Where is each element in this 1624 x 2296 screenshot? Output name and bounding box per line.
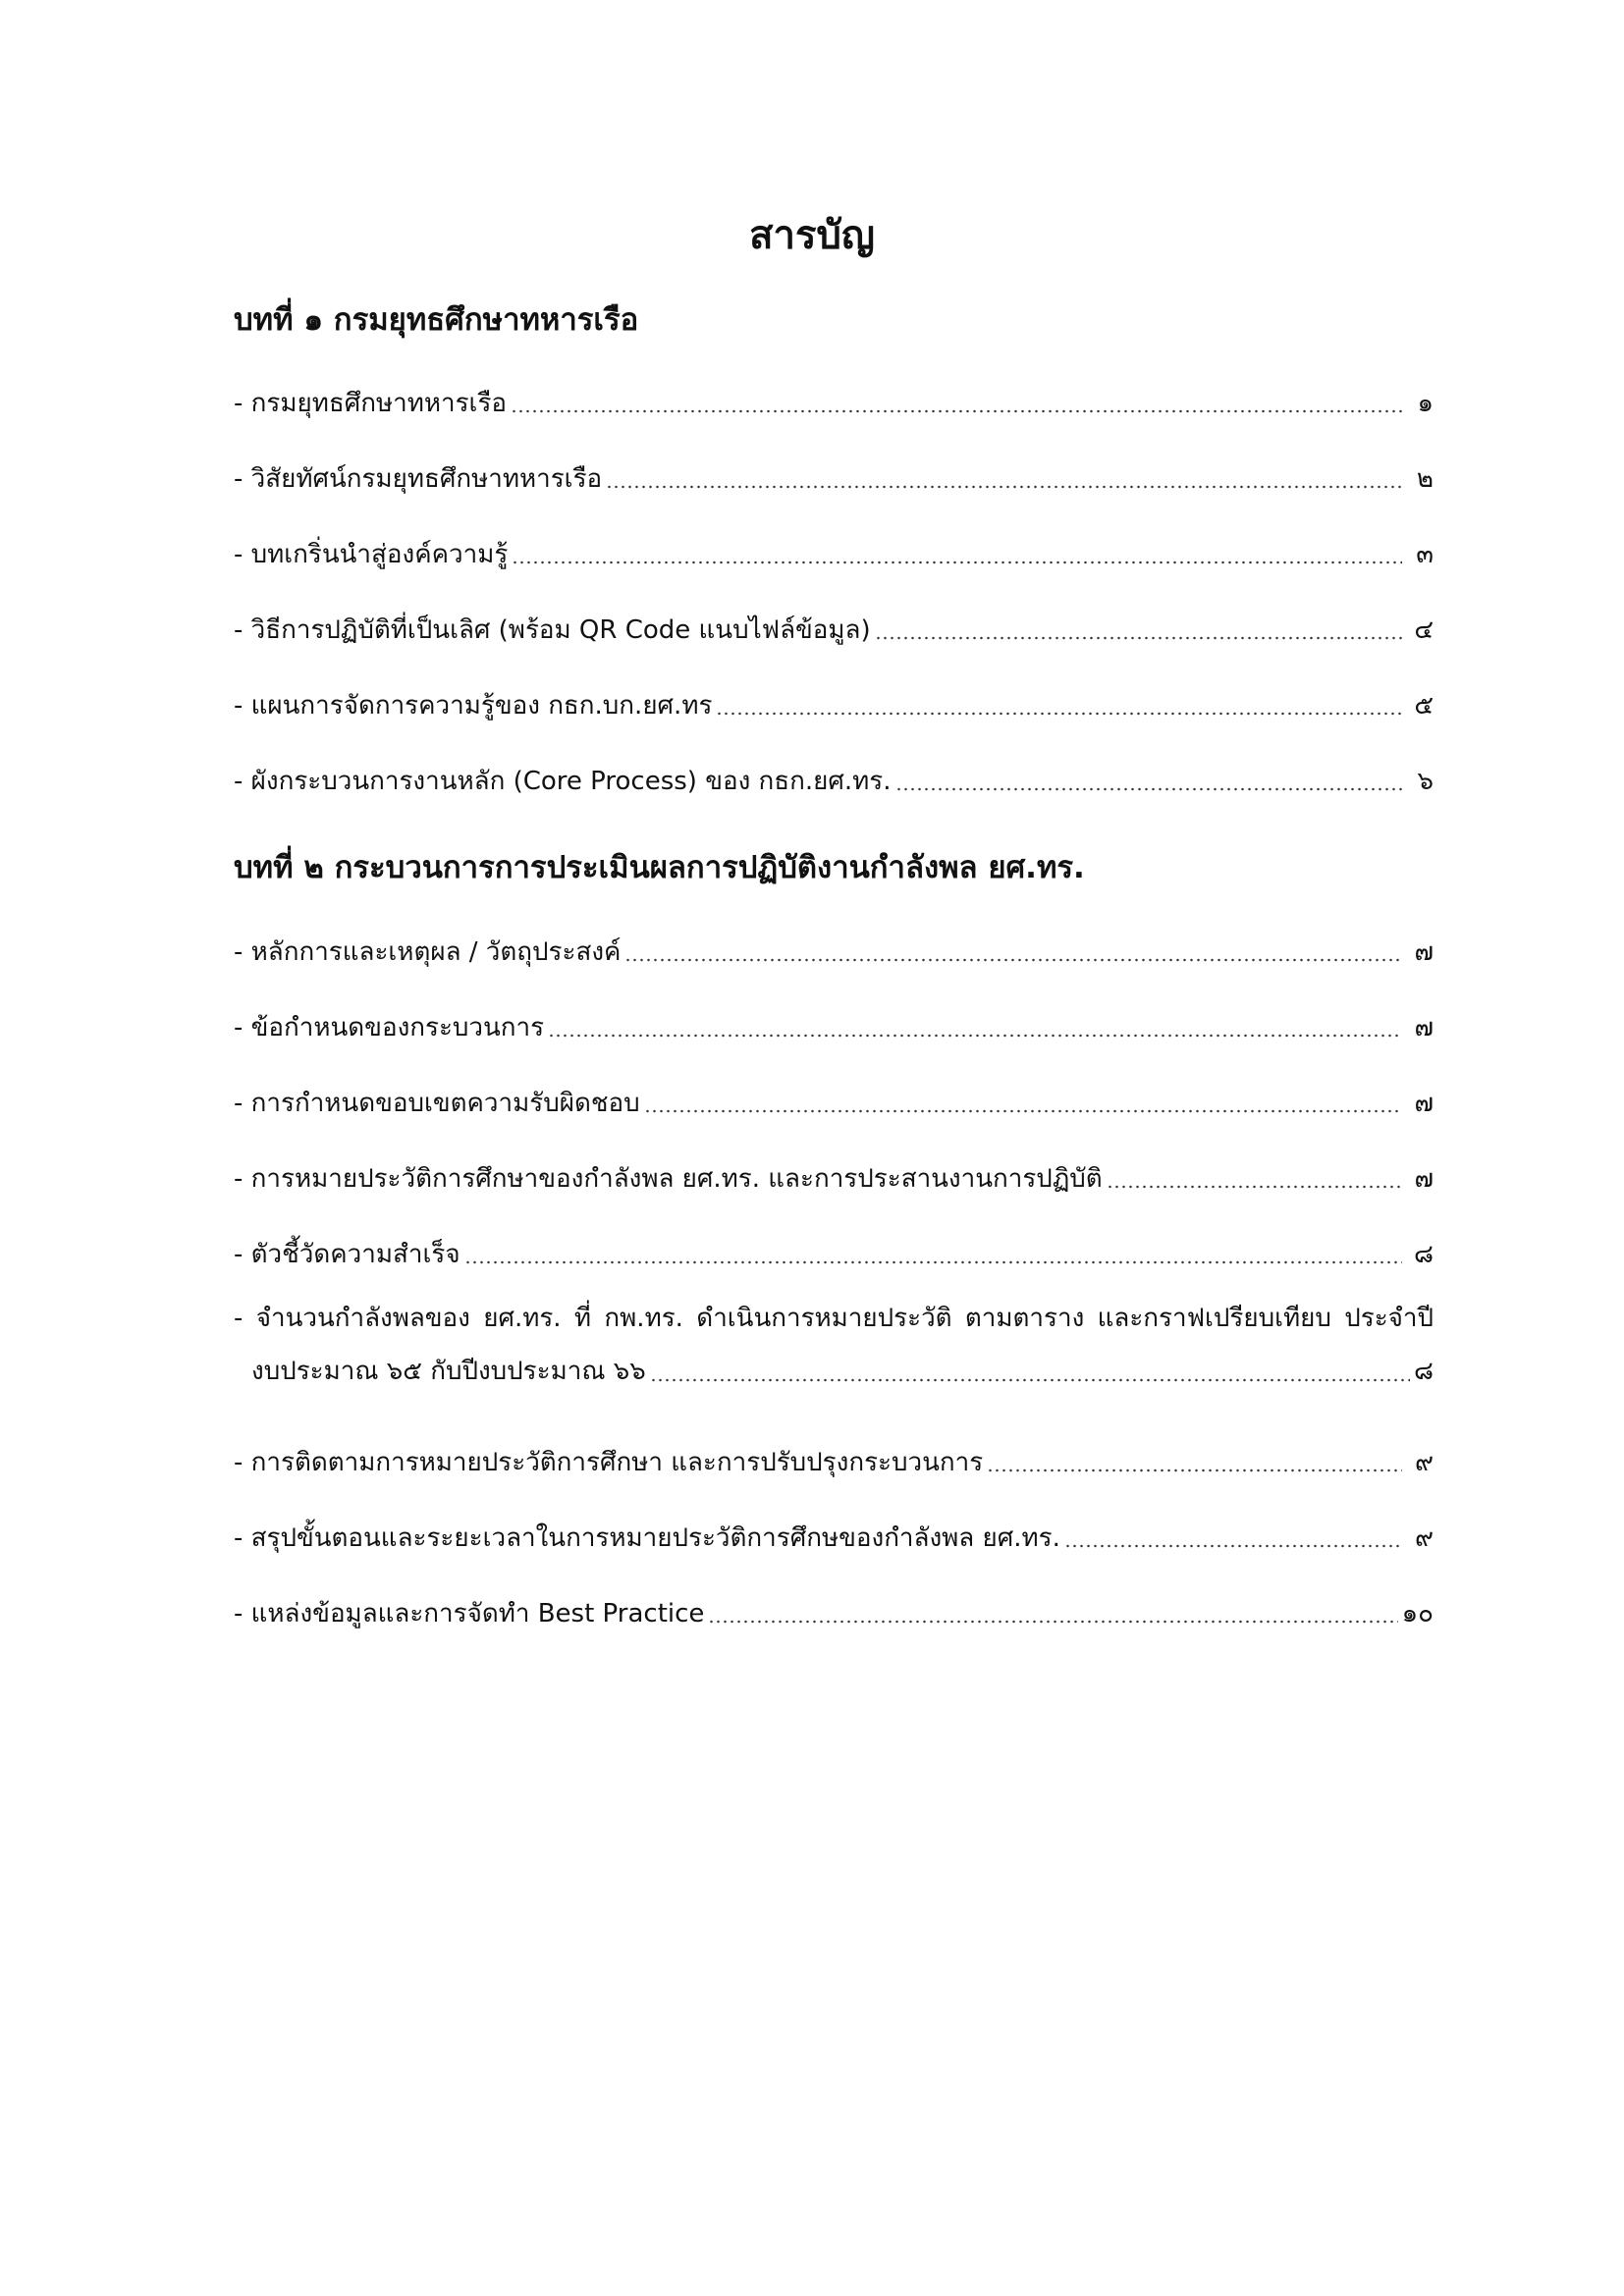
toc-entry-page: ๑ <box>1417 389 1434 418</box>
toc-entry[interactable] <box>234 1225 1434 1274</box>
toc-entry-label: - สรุปขั้นตอนและระยะเวลาในการหมายประวัติการศึกษของกำลังพล ยศ.ทร. <box>234 1523 1060 1553</box>
toc-entry-label: - การติดตามการหมายประวัติการศึกษา และการปรับปรุงกระบวนการ <box>234 1448 984 1477</box>
toc-entry[interactable] <box>234 374 1434 423</box>
toc-entry[interactable] <box>234 676 1434 725</box>
toc-entry-page: ๘ <box>1413 1240 1434 1269</box>
toc-entry-page: ๗ <box>1414 1164 1434 1194</box>
dot-leader <box>606 485 1402 489</box>
toc-entry-label-continued: งบประมาณ ๖๕ กับปีงบประมาณ ๖๖ <box>251 1357 646 1386</box>
dot-leader <box>1107 1185 1402 1189</box>
dot-leader <box>987 1468 1402 1472</box>
toc-entry[interactable] <box>234 525 1434 574</box>
dot-leader <box>644 1109 1402 1113</box>
toc-entry-page: ๙ <box>1414 1448 1434 1477</box>
dot-leader <box>464 1260 1402 1264</box>
toc-entry-label: - บทเกริ่นนำสู่องค์ความรู้ <box>234 540 509 569</box>
toc-entry[interactable] <box>234 450 1434 499</box>
toc-entry[interactable] <box>234 1509 1434 1558</box>
toc-entry-label: - ตัวชี้วัดความสำเร็จ <box>234 1240 460 1269</box>
toc-entry-label: - วิสัยทัศน์กรมยุทธศึกษาทหารเรือ <box>234 464 603 494</box>
toc-entry-label: - แผนการจัดการความรู้ของ กธก.บก.ยศ.ทร <box>234 691 713 721</box>
toc-entry-label: - แหล่งข้อมูลและการจัดทำ Best Practice <box>234 1599 705 1629</box>
toc-entry-label: - จำนวนกำลังพลของ ยศ.ทร. ที่ กพ.ทร. ดำเนินการหมายประวัติ ตามตาราง และกราฟเปรียบเทียบ ประจำปี <box>234 1304 1434 1333</box>
toc-entry-page: ๗ <box>1414 937 1434 967</box>
dot-leader <box>1064 1544 1402 1548</box>
toc-entry-continuation <box>234 1345 1434 1394</box>
dot-leader <box>650 1378 1410 1382</box>
toc-entry-page: ๖ <box>1417 767 1434 796</box>
toc-entry[interactable] <box>234 923 1434 972</box>
toc-entry[interactable] <box>234 998 1434 1047</box>
toc-entry-label: - วิธีการปฏิบัติที่เป็นเลิศ (พร้อม QR Code แนบไฟล์ข้อมูล) <box>234 615 871 645</box>
toc-entry-label: - หลักการและเหตุผล / วัตถุประสงค์ <box>234 937 622 967</box>
dot-leader <box>512 561 1402 564</box>
toc-entry-page: ๙ <box>1414 1523 1434 1553</box>
dot-leader <box>895 787 1402 791</box>
toc-entry[interactable] <box>234 1584 1434 1633</box>
toc-entry-page: ๗ <box>1414 1089 1434 1118</box>
toc-entry-multiline[interactable] <box>234 1296 1434 1394</box>
dot-leader <box>875 636 1402 640</box>
dot-leader <box>548 1034 1402 1038</box>
page-title: สารบัญ <box>749 213 875 258</box>
toc-entry-label: - ข้อกำหนดของกระบวนการ <box>234 1013 545 1042</box>
dot-leader <box>708 1620 1397 1624</box>
toc-entry-page: ๔ <box>1414 615 1434 645</box>
toc-entry[interactable] <box>234 752 1434 801</box>
toc-entry-label: - การกำหนดขอบเขตความรับผิดชอบ <box>234 1089 640 1118</box>
chapter-2-heading: บทที่ ๒ กระบวนการการประเมินผลการปฏิบัติงานกำลังพล ยศ.ทร. <box>234 850 1085 885</box>
toc-entry-label: - ผังกระบวนการงานหลัก (Core Process) ของ กธก.ยศ.ทร. <box>234 767 892 796</box>
toc-entry-page: ๓ <box>1416 540 1434 569</box>
dot-leader <box>716 712 1402 716</box>
toc-entry-page: ๑๐ <box>1401 1599 1434 1629</box>
dot-leader <box>624 958 1402 962</box>
dot-leader <box>511 409 1402 413</box>
toc-entry[interactable] <box>234 1433 1434 1482</box>
toc-entry-page: ๕ <box>1414 691 1434 721</box>
toc-entry-label: - กรมยุทธศึกษาทหารเรือ <box>234 389 508 418</box>
toc-entry[interactable] <box>234 1149 1434 1199</box>
toc-entry[interactable] <box>234 1074 1434 1123</box>
toc-entry[interactable] <box>234 601 1434 650</box>
toc-entry-label: - การหมายประวัติการศึกษาของกำลังพล ยศ.ทร. และการประสานงานการปฏิบัติ <box>234 1164 1103 1194</box>
toc-entry-page: ๗ <box>1414 1013 1434 1042</box>
toc-entry-page: ๒ <box>1416 464 1434 494</box>
chapter-1-heading: บทที่ ๑ กรมยุทธศึกษาทหารเรือ <box>234 302 639 338</box>
toc-entry-page: ๘ <box>1413 1357 1434 1386</box>
